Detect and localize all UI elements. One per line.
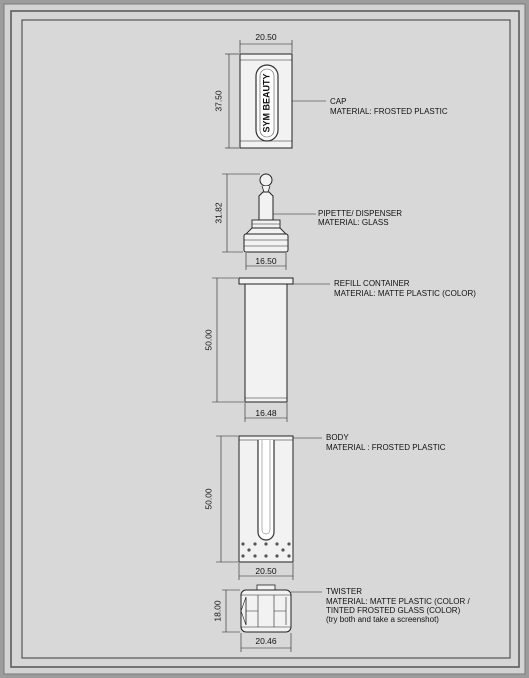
cap-label: CAP [330, 97, 347, 106]
body-part [239, 436, 293, 562]
refill-container-part [239, 278, 293, 402]
twister-width-value: 20.46 [255, 636, 277, 646]
body-material: MATERIAL : FROSTED PLASTIC [326, 443, 446, 452]
pipette-height-value: 31.82 [213, 202, 224, 224]
cap-height-value: 37.50 [213, 90, 224, 112]
body-window-slot [258, 440, 274, 540]
body-width-value: 20.50 [255, 566, 277, 576]
cap-brand-text: SYM BEAUTY [261, 73, 272, 133]
cap-width-value: 20.50 [255, 32, 277, 42]
twister-height-value: 18.00 [212, 600, 223, 622]
cap-material: MATERIAL: FROSTED PLASTIC [330, 107, 448, 116]
refill-rim [239, 278, 293, 284]
pipette-width-value: 16.50 [255, 256, 277, 266]
refill-height-value: 50.00 [203, 329, 214, 351]
twister-note: (try both and take a screenshot) [326, 615, 439, 624]
refill-tube [245, 284, 287, 402]
refill-label: REFILL CONTAINER [334, 279, 410, 288]
pipette-material: MATERIAL: GLASS [318, 218, 389, 227]
body-label: BODY [326, 433, 349, 442]
pipette-collar [244, 234, 288, 252]
pipette-label: PIPETTE/ DISPENSER [318, 209, 403, 218]
refill-material: MATERIAL: MATTE PLASTIC (COLOR) [334, 289, 476, 298]
body-height-value: 50.00 [203, 488, 214, 510]
twister-material: MATERIAL: MATTE PLASTIC (COLOR / [326, 597, 470, 606]
twister-part [241, 585, 291, 632]
refill-width-value: 16.48 [255, 408, 277, 418]
twister-label: TWISTER [326, 587, 362, 596]
pipette-neck [259, 192, 273, 220]
twister-material-line2: TINTED FROSTED GLASS (COLOR) [326, 606, 461, 615]
pipette-bulb [260, 174, 272, 186]
cap-part [240, 54, 292, 148]
